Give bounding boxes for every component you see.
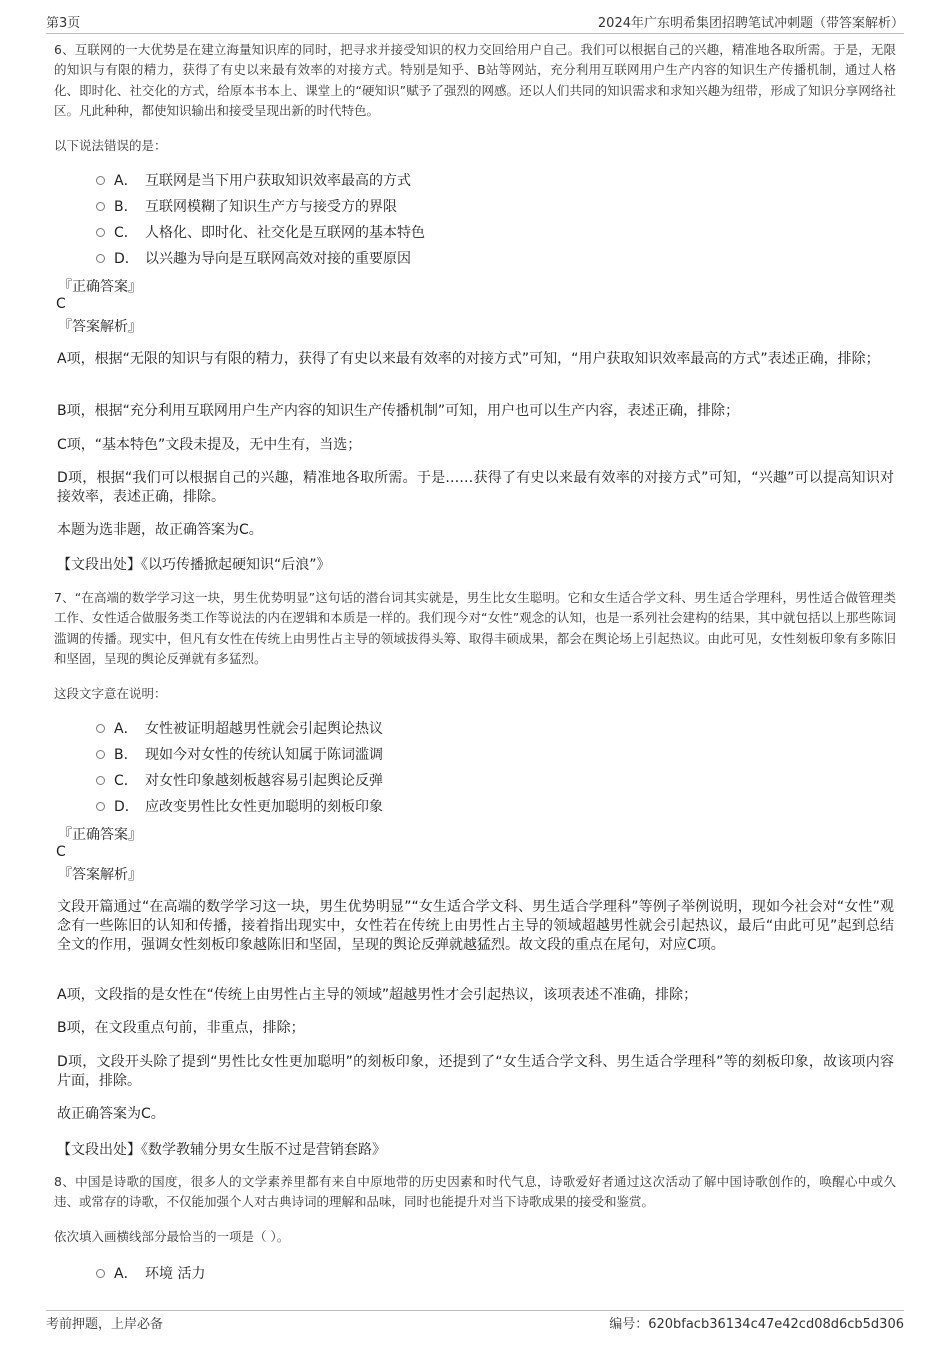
radio-icon[interactable]	[96, 176, 105, 185]
option-letter: A．	[114, 721, 138, 737]
question-7-analysis-d: D项，文段开头除了提到“男性比女性更加聪明”的刻板印象，还提到了“女生适合学文科、男生适合学理科”等的刻板印象，故该项内容片面，排除。	[57, 1054, 894, 1089]
option-text: 对女性印象越刻板越容易引起舆论反弹	[145, 773, 383, 789]
question-7-answer: C	[56, 844, 66, 860]
page-header	[46, 12, 904, 32]
option-text: 应改变男性比女性更加聪明的刻板印象	[145, 799, 383, 815]
question-7-answer-label: 『正确答案』	[58, 827, 142, 843]
question-6-analysis-b: B项，根据“充分利用互联网用户生产内容的知识生产传播机制”可知，用户也可以生产内容，表述正确，排除；	[57, 403, 740, 419]
question-7-conclusion: 故正确答案为C。	[57, 1106, 165, 1122]
option-letter: D．	[114, 799, 139, 815]
question-6-analysis-c: C项，“基本特色”文段未提及，无中生有，当选；	[57, 437, 362, 453]
radio-icon[interactable]	[96, 750, 105, 759]
question-8-passage: 8、中国是诗歌的国度，很多人的文学素养里都有来自中原地带的历史因素和时代气息，诗歌爱好者通过这次活动了解中国诗歌创作的，唤醒心中或久违、或常存的诗歌，不仅能加强个人对古典诗词的理解和品味，同时也能提升对当下诗歌成果的接受和鉴赏。	[54, 1174, 896, 1210]
option-text: 互联网模糊了知识生产方与接受方的界限	[145, 199, 397, 215]
option-text: 女性被证明超越男性就会引起舆论热议	[145, 721, 383, 737]
document-id: 编号：620bfacb36134c47e42cd08d6cb5d306	[609, 1317, 904, 1332]
radio-icon[interactable]	[96, 776, 105, 785]
option-letter: D．	[114, 251, 139, 267]
header-divider	[46, 33, 904, 34]
option-text: 现如今对女性的传统认知属于陈词滥调	[145, 747, 383, 763]
option-letter: A．	[114, 1266, 138, 1282]
question-6-analysis-d: D项，根据“我们可以根据自己的兴趣，精准地各取所需。于是……获得了有史以来最有效率的对接方式”可知，“兴趣”可以提高知识对接效率，表述正确，排除。	[57, 470, 894, 505]
radio-icon[interactable]	[96, 1269, 105, 1278]
document-title: 2024年广东明希集团招聘笔试冲刺题（带答案解析）	[597, 16, 904, 31]
radio-icon[interactable]	[96, 202, 105, 211]
question-6-prompt: 以下说法错误的是：	[54, 138, 167, 153]
question-8-prompt: 依次填入画横线部分最恰当的一项是（ ）。	[54, 1229, 290, 1244]
radio-icon[interactable]	[96, 724, 105, 733]
option-letter: B．	[114, 199, 138, 215]
footer-slogan: 考前押题，上岸必备	[46, 1317, 164, 1332]
footer-divider	[46, 1310, 904, 1311]
option-text: 互联网是当下用户获取知识效率最高的方式	[145, 173, 411, 189]
question-6-analysis-label: 『答案解析』	[58, 319, 142, 335]
question-6-option-d[interactable]	[96, 247, 411, 269]
option-letter: B．	[114, 747, 138, 763]
radio-icon[interactable]	[96, 228, 105, 237]
question-7-option-c[interactable]	[96, 769, 383, 791]
question-6-conclusion: 本题为选非题，故正确答案为C。	[57, 522, 263, 538]
question-7-source: 【文段出处】《数学教辅分男女生版不过是营销套路》	[57, 1142, 386, 1158]
question-6-answer-label: 『正确答案』	[58, 279, 142, 295]
question-7-analysis-b: B项，在文段重点句前，非重点，排除；	[57, 1020, 305, 1036]
question-6-passage: 6、互联网的一大优势是在建立海量知识库的同时，把寻求并接受知识的权力交回给用户自己。我们可以根据自己的兴趣，精准地各取所需。于是，无限的知识与有限的精力，获得了有史以来最有效率的对接方式。特别是知乎、B站等网站，充分利用互联网用户生产内容的知识生产传播机制，通过人格化、即时化、社交化的方式，给原本书本上、课堂上的“硬知识”赋予了强烈的网感。还以人们共同的知识需求和求知兴趣为纽带，形成了知识分享网络社区。凡此种种，都使知识输出和接受呈现出新的时代特色。	[54, 42, 896, 118]
question-6-option-a[interactable]	[96, 169, 411, 191]
question-7-analysis-label: 『答案解析』	[58, 867, 142, 883]
option-text: 环境 活力	[145, 1266, 206, 1282]
question-7-passage: 7、“在高端的数学学习这一块，男生优势明显”这句话的潜台词其实就是，男生比女生聪明。它和女生适合学文科、男生适合学理科，男性适合做管理类工作、女性适合做服务类工作等说法的内在逻辑和本质是一样的。我们现今对“女性”观念的认知，也是一系列社会建构的结果，其中就包括以上那些陈词滥调的传播。现实中，但凡有女性在传统上由男性占主导的领域拔得头筹、取得丰硕成果，都会在舆论场上引起热议。由此可见，女性刻板印象有多陈旧和坚固，呈现的舆论反弹就有多猛烈。	[54, 590, 896, 666]
question-7-option-a[interactable]	[96, 717, 383, 739]
question-6-answer: C	[56, 296, 66, 312]
radio-icon[interactable]	[96, 254, 105, 263]
question-7-option-d[interactable]	[96, 795, 383, 817]
option-text: 以兴趣为导向是互联网高效对接的重要原因	[145, 251, 411, 267]
question-7-analysis-a: A项，文段指的是女性在“传统上由男性占主导的领域”超越男性才会引起热议，该项表述不准确，排除；	[57, 987, 698, 1003]
question-7-analysis-main: 文段开篇通过“在高端的数学学习这一块，男生优势明显”“女生适合学文科、男生适合学理科”等例子举例说明，现如今社会对“女性”观念有一些陈旧的认知和传播，接着指出现实中，女性若在传统上由男性占主导的领域超越男性就会引起热议，最后“由此可见”起到总结全文的作用，强调女性刻板印象越陈旧和坚固，呈现的舆论反弹就越猛烈。故文段的重点在尾句，对应C项。	[57, 899, 894, 953]
question-6-option-c[interactable]	[96, 221, 425, 243]
question-7-option-b[interactable]	[96, 743, 383, 765]
option-text: 人格化、即时化、社交化是互联网的基本特色	[145, 225, 425, 241]
page-number: 第3页	[46, 16, 81, 31]
question-6-option-b[interactable]	[96, 195, 397, 217]
question-6-analysis-a: A项，根据“无限的知识与有限的精力，获得了有史以来最有效率的对接方式”可知，“用户获取知识效率最高的方式”表述正确，排除；	[57, 351, 880, 367]
option-letter: C．	[114, 773, 138, 789]
option-letter: A．	[114, 173, 138, 189]
option-letter: C．	[114, 225, 138, 241]
question-7-prompt: 这段文字意在说明：	[54, 686, 167, 701]
question-8-option-a[interactable]	[96, 1262, 205, 1284]
radio-icon[interactable]	[96, 802, 105, 811]
question-6-source: 【文段出处】《以巧传播掀起硬知识“后浪”》	[57, 557, 331, 573]
